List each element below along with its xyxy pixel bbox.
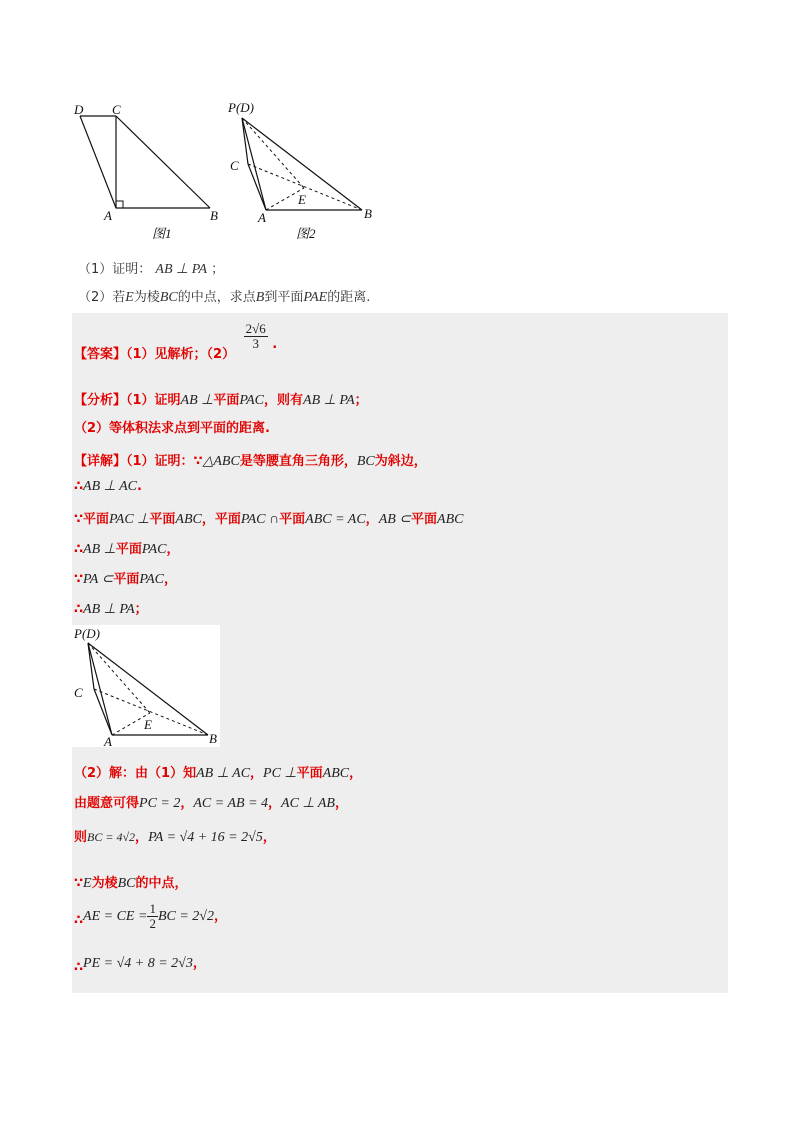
s2-m1: PC = 2 (139, 796, 181, 811)
figure-1 (70, 98, 230, 246)
s5-b: ， (213, 909, 227, 924)
s4-m2: BC (117, 876, 136, 891)
fig3-label-e: E (144, 717, 152, 732)
d2-m: AB ⊥ AC (83, 479, 137, 494)
s2-c: ， (268, 796, 282, 811)
solution-line-2 (74, 792, 348, 812)
s1-d: ， (349, 766, 363, 781)
q1-number: （1）证明： (78, 262, 152, 277)
s5-m2: BC = 2√2 (157, 909, 214, 924)
q1-end: ； (211, 262, 225, 277)
solution-line-4 (74, 872, 188, 892)
d3-m5: AB ⊂ (378, 512, 412, 527)
fig3-label-c: C (74, 685, 83, 700)
s2-m3: AC ⊥ AB (281, 796, 335, 811)
s1-m2: PC ⊥ (263, 766, 297, 781)
fig2-label-a: A (258, 210, 266, 225)
q2-t2: 的中点，求点 (177, 290, 256, 305)
s1-b: ， (250, 766, 264, 781)
figure-1-drawing (70, 98, 230, 246)
s2-m2: AC = AB = 4 (193, 796, 269, 811)
d4-m2: PAC (141, 542, 167, 557)
d4-b: 平面 (115, 542, 142, 557)
s4-a: ∵ (74, 876, 84, 891)
s4-b: 为棱 (91, 876, 118, 891)
solution-line-3 (74, 826, 276, 846)
s6-a: ∴ (74, 960, 84, 975)
q2-t3: 到平面 (264, 290, 304, 305)
fig3-label-b: B (209, 731, 217, 746)
q2-number: （2）若 (78, 290, 126, 305)
d1-a: 【详解】（1）证明：∵ (74, 454, 203, 469)
s1-a: （2）解：由（1）知 (74, 766, 197, 781)
d4-a: ∴ (74, 542, 84, 557)
fig1-label-d: D (74, 102, 84, 117)
s3-a: 则 (74, 830, 88, 845)
answer-end: . (272, 337, 278, 352)
analysis-line-2 (74, 417, 270, 436)
s2-d: ， (334, 796, 348, 811)
d3-d: 平面 (279, 512, 306, 527)
d3-m1: PAC ⊥ (109, 512, 150, 527)
d3-b: 平面 (149, 512, 176, 527)
d3-f: 平面 (411, 512, 438, 527)
s1-m3: ABC (322, 766, 350, 781)
d3-m3: PAC ∩ (240, 512, 280, 527)
q2-t4: 的距离. (327, 290, 371, 305)
analysis-line-1 (74, 389, 368, 409)
solution-line-5 (74, 902, 227, 931)
q2-pae: PAE (303, 290, 328, 305)
answer-label: 【答案】（1）见解析；（2） (74, 347, 236, 362)
d5-m1: PA ⊂ (83, 572, 114, 587)
fig2-label-b: B (364, 206, 372, 221)
fig2-caption: 图2 (296, 226, 316, 241)
d6-m: AB ⊥ PA (83, 602, 135, 617)
figure-3 (72, 625, 220, 747)
an1-b: 平面 (213, 393, 240, 408)
detail-line-5 (74, 568, 177, 588)
d3-a: ∵平面 (74, 512, 110, 527)
fig1-label-c: C (112, 102, 121, 117)
d4-m1: AB ⊥ (83, 542, 116, 557)
an1-m1: AB ⊥ (180, 393, 214, 408)
fig1-label-b: B (210, 208, 218, 223)
s3-c: ， (262, 830, 276, 845)
detail-line-2 (74, 478, 142, 495)
s4-c: 的中点， (135, 876, 188, 891)
answer-frac-den: 3 (252, 336, 259, 351)
an1-a: 【分析】（1）证明 (74, 393, 181, 408)
an1-m3: AB ⊥ PA (303, 393, 355, 408)
s1-c: 平面 (296, 766, 323, 781)
answer-fraction (244, 322, 268, 351)
q1-expression: AB ⊥ PA (155, 262, 208, 277)
s6-b: ， (192, 956, 206, 971)
d3-m2: ABC (175, 512, 202, 527)
s4-m1: E (83, 876, 92, 891)
fig3-label-p: P(D) (74, 626, 100, 641)
fig1-label-a: A (104, 208, 112, 223)
s5-fraction (147, 902, 158, 931)
fig2-label-e: E (298, 192, 306, 207)
answer-frac-num: 2√6 (245, 321, 266, 336)
s3-b: ， (135, 830, 149, 845)
s1-m1: AB ⊥ AC (196, 766, 251, 781)
d3-c: ，平面 (201, 512, 241, 527)
s2-b: ， (180, 796, 194, 811)
s3-m1: BC = 4√2 (87, 830, 136, 844)
d5-b: 平面 (113, 572, 140, 587)
d1-m1: △ABC (202, 454, 240, 469)
detail-line-3 (74, 508, 464, 528)
q2-b: B (255, 290, 265, 305)
s5-frac-den: 2 (149, 916, 156, 931)
an2: （2）等体积法求点到平面的距离. (74, 421, 270, 436)
d6-b: ； (134, 602, 148, 617)
s5-frac-num: 1 (149, 901, 156, 916)
d3-m4: ABC = AC (305, 512, 366, 527)
d2-a: ∴ (74, 479, 84, 494)
figure-3-drawing (72, 625, 220, 747)
solution-line-1 (74, 762, 362, 782)
q2-t1: 为棱 (133, 290, 160, 305)
d5-a: ∵ (74, 572, 84, 587)
d3-m6: ABC (437, 512, 464, 527)
detail-line-6 (74, 598, 148, 618)
d1-m2: BC (356, 454, 375, 469)
fig2-label-p: P(D) (228, 100, 254, 115)
an1-d: ； (354, 393, 368, 408)
solution-line-6 (74, 952, 206, 975)
s5-m1: AE = CE = (83, 909, 148, 924)
d3-e: ， (365, 512, 379, 527)
d2-b: . (136, 479, 142, 494)
s2-a: 由题意可得 (74, 796, 140, 811)
d5-m2: PAC (139, 572, 164, 587)
an1-m2: PAC (239, 393, 265, 408)
fig3-label-a: A (104, 734, 112, 747)
q2-bc: BC (159, 290, 178, 305)
d4-c: ， (166, 542, 180, 557)
answer-line (74, 321, 278, 362)
detail-line-1 (74, 450, 427, 470)
s3-m2: PA = √4 + 16 = 2√5 (148, 830, 263, 845)
fig2-label-c: C (230, 158, 239, 173)
s6-m: PE = √4 + 8 = 2√3 (83, 956, 193, 971)
question-2 (78, 286, 370, 306)
figure-2-drawing (226, 98, 386, 246)
d1-b: 是等腰直角三角形， (239, 454, 357, 469)
figure-2 (226, 98, 386, 246)
fig1-caption: 图1 (152, 226, 172, 241)
d6-a: ∴ (74, 602, 84, 617)
d1-c: 为斜边， (374, 454, 427, 469)
d5-c: ， (163, 572, 177, 587)
q2-e: E (125, 290, 134, 305)
question-1 (78, 258, 224, 278)
s5-a: ∴ (74, 913, 84, 928)
detail-line-4 (74, 538, 180, 558)
an1-c: ，则有 (264, 393, 304, 408)
